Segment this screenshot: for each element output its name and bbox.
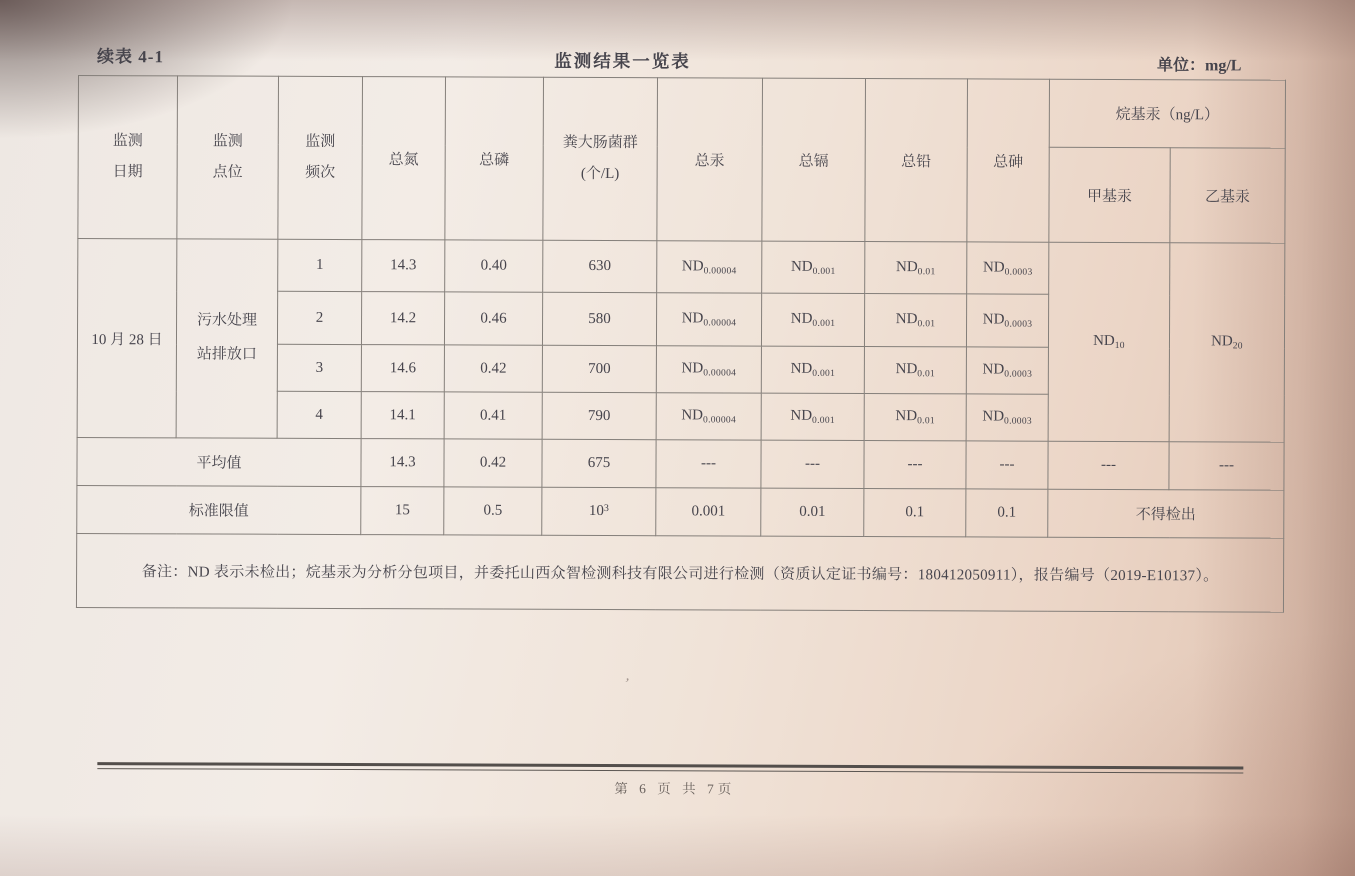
cell-date: 10 月 28 日 xyxy=(77,239,177,438)
nd-base: ND xyxy=(895,258,918,275)
cell-r2-cd xyxy=(761,293,864,346)
cell-r1-cd xyxy=(762,241,865,293)
nd-base: ND xyxy=(895,408,918,425)
nd-sub: 0.0003 xyxy=(1004,267,1033,278)
cell-r3-tn: 14.6 xyxy=(361,345,444,392)
cell-r3-fc: 700 xyxy=(542,345,656,392)
col-header-total-arsenic: 总砷 xyxy=(967,79,1050,242)
cell-limit-alkyl: 不得检出 xyxy=(1048,489,1284,538)
col-header-total-phosphorus: 总磷 xyxy=(445,77,544,240)
cell-avg-hg: --- xyxy=(656,440,761,488)
cell-limit-pb: 0.1 xyxy=(864,489,966,537)
cell-r1-hg xyxy=(657,241,762,293)
nd-base: ND xyxy=(790,310,813,327)
cell-site: 污水处理 站排放口 xyxy=(176,239,278,438)
cell-avg-as: --- xyxy=(966,441,1048,489)
cell-r4-tn: 14.1 xyxy=(361,392,444,439)
limit-exponent: 3 xyxy=(603,503,609,515)
col-header-methyl-mercury: 甲基汞 xyxy=(1049,147,1170,242)
col-header-date: 监测 日期 xyxy=(78,76,178,239)
cell-r4-pb xyxy=(864,394,966,441)
nd-base: ND xyxy=(681,310,704,327)
nd-base: ND xyxy=(982,361,1005,378)
nd-base: ND xyxy=(982,258,1005,276)
nd-base: ND xyxy=(681,407,704,424)
page-title: 监测结果一览表 xyxy=(554,50,691,72)
nd-base: ND xyxy=(790,258,813,275)
cell-r1-freq: 1 xyxy=(278,239,362,291)
nd-sub: 0.00004 xyxy=(703,415,737,426)
cell-r2-tp: 0.46 xyxy=(444,292,542,345)
nd-sub: 20 xyxy=(1232,341,1243,352)
col-header-site: 监测 点位 xyxy=(177,76,279,239)
nd-base: ND xyxy=(790,407,813,424)
cell-r4-hg xyxy=(656,393,761,440)
cell-r1-tp: 0.40 xyxy=(445,240,543,292)
nd-base: ND xyxy=(681,257,704,274)
cell-r2-as xyxy=(966,294,1048,347)
cell-r4-fc: 790 xyxy=(542,392,656,439)
cell-r2-fc: 580 xyxy=(542,292,656,345)
col-header-total-cadmium: 总镉 xyxy=(762,78,866,241)
nd-base: ND xyxy=(895,311,918,328)
cell-r2-freq: 2 xyxy=(277,291,361,344)
cell-r3-tp: 0.42 xyxy=(444,345,542,392)
nd-base: ND xyxy=(982,311,1005,328)
cell-r2-hg xyxy=(656,293,761,346)
cell-r3-freq: 3 xyxy=(277,344,361,391)
cell-avg-ethyl: --- xyxy=(1169,442,1284,490)
cell-r2-tn: 14.2 xyxy=(361,292,444,345)
continuation-label: 续表 4-1 xyxy=(97,47,165,67)
nd-sub: 0.001 xyxy=(812,318,836,329)
col-header-total-mercury: 总汞 xyxy=(657,78,763,241)
nd-sub: 0.001 xyxy=(812,415,835,426)
nd-sub: 0.0003 xyxy=(1004,319,1033,330)
cell-r3-as xyxy=(966,347,1048,394)
cell-r3-hg xyxy=(656,346,761,393)
cell-r2-pb xyxy=(864,294,966,347)
cell-avg-tp: 0.42 xyxy=(444,439,542,487)
nd-sub: 0.01 xyxy=(917,369,936,380)
cell-avg-cd: --- xyxy=(761,440,864,488)
col-header-fecal-coliform: 粪大肠菌群 (个/L) xyxy=(543,77,658,240)
nd-sub: 0.01 xyxy=(917,319,936,330)
cell-r1-as xyxy=(967,242,1049,294)
cell-limit-tn: 15 xyxy=(361,487,444,535)
average-row-label: 平均值 xyxy=(77,437,361,486)
cell-ethyl-mercury xyxy=(1169,243,1285,442)
nd-base: ND xyxy=(681,360,704,377)
footer-double-rule xyxy=(97,762,1243,773)
col-header-ethyl-mercury: 乙基汞 xyxy=(1170,148,1285,243)
nd-sub: 10 xyxy=(1114,340,1125,352)
unit-label: 单位：mg/L xyxy=(1157,57,1242,75)
cell-avg-tn: 14.3 xyxy=(361,439,444,487)
cell-limit-cd: 0.01 xyxy=(761,488,864,536)
monitoring-results-table xyxy=(76,75,1286,613)
limit-row-label: 标准限值 xyxy=(77,485,361,534)
cell-limit-tp: 0.5 xyxy=(444,487,542,535)
nd-base: ND xyxy=(982,408,1005,425)
nd-base: ND xyxy=(1093,332,1115,349)
cell-avg-fc: 675 xyxy=(542,439,656,487)
cell-r4-freq: 4 xyxy=(277,391,361,438)
nd-base: ND xyxy=(895,361,918,378)
nd-sub: 0.001 xyxy=(812,368,836,379)
cell-r3-pb xyxy=(864,347,966,394)
col-header-total-nitrogen: 总氮 xyxy=(362,77,446,240)
col-header-frequency: 监测 频次 xyxy=(278,76,363,239)
nd-sub: 0.00004 xyxy=(703,318,737,329)
nd-sub: 0.01 xyxy=(917,416,935,427)
col-header-alkyl-mercury: 烷基汞（ng/L） xyxy=(1049,79,1285,148)
cell-r1-tn: 14.3 xyxy=(362,240,445,292)
cell-r4-tp: 0.41 xyxy=(444,392,542,439)
paper-speck: ’ xyxy=(621,675,631,693)
nd-sub: 0.0003 xyxy=(1004,369,1033,380)
cell-r1-fc: 630 xyxy=(543,240,657,292)
cell-r4-cd xyxy=(761,393,864,440)
nd-sub: 0.01 xyxy=(917,266,936,277)
nd-sub: 0.00004 xyxy=(703,368,737,379)
remarks-row: 备注：ND 表示未检出；烷基汞为分析分包项目，并委托山西众智检测科技有限公司进行检测（资质认定证书编号：180412050911），报告编号（2019-E10137）。 xyxy=(76,533,1283,612)
cell-methyl-mercury xyxy=(1048,242,1170,441)
page-number: 第 6 页 共 7页 xyxy=(614,781,736,797)
cell-limit-fc xyxy=(542,487,656,535)
cell-avg-pb: --- xyxy=(864,441,966,489)
nd-sub: 0.00004 xyxy=(703,265,737,277)
cell-r3-cd xyxy=(761,346,864,393)
nd-sub: 0.0003 xyxy=(1004,416,1032,427)
nd-sub: 0.001 xyxy=(812,266,836,277)
cell-limit-as: 0.1 xyxy=(966,489,1048,537)
cell-avg-methyl: --- xyxy=(1048,441,1169,489)
cell-r4-as xyxy=(966,394,1048,441)
cell-r1-pb xyxy=(865,242,967,294)
col-header-total-lead: 总铅 xyxy=(865,79,968,242)
cell-limit-hg: 0.001 xyxy=(656,488,761,536)
limit-base: 10 xyxy=(588,502,604,520)
nd-base: ND xyxy=(1211,333,1233,350)
nd-base: ND xyxy=(790,360,813,377)
